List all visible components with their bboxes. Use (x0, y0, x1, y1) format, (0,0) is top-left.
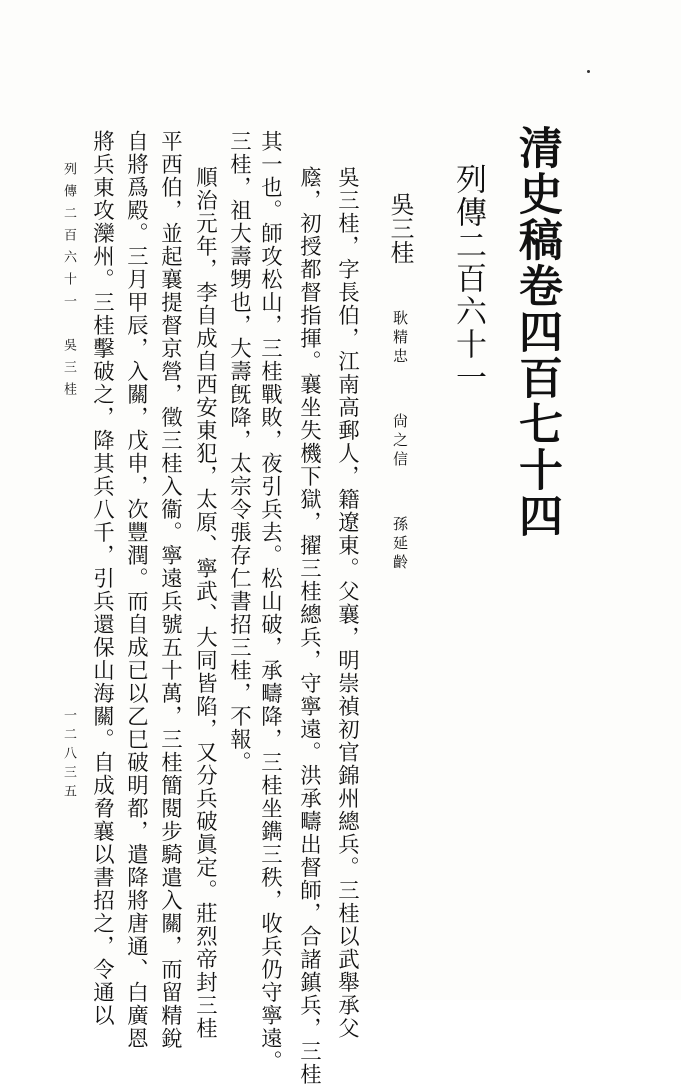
body-column-7: 自將爲殿。三月甲辰，入關，戊申，次豐潤。而自成已以乙巳破明都，遣降將唐通、白廣恩 (123, 130, 149, 1050)
body-column-8: 將兵東攻灤州。三桂擊破之，降其兵八千，引兵還保山海關。自成脅襄以書招之，令通以 (89, 130, 115, 1027)
person-main: 吳三桂 (386, 192, 414, 264)
body-column-4: 三桂，祖大壽甥也，大壽旣降，太宗令張存仁書招三桂，不報。 (226, 130, 252, 774)
person-2: 尙之信 (391, 413, 409, 470)
body-column-3: 其一也。師攻松山，三桂戰敗，夜引兵去。松山破，承疇降，三桂坐鐫三秩，收兵仍守寧遠。 (257, 130, 283, 1073)
volume-title: 清史稿卷四百七十四 (511, 125, 562, 539)
body-column-6: 平西伯，並起襄提督京營，徵三桂入衞。寧遠兵號五十萬，三桂簡閱步騎遣入關，而留精銳 (157, 130, 183, 1050)
person-3: 孫延齡 (391, 516, 409, 573)
scan-speck (587, 70, 590, 73)
persons-list (388, 192, 412, 573)
body-column-5: 順治元年，李自成自西安東犯，太原、寧武、大同皆陷，又分兵破眞定。莊烈帝封三桂 (192, 166, 218, 1040)
body-column-2: 廕，初授都督指揮。襄坐失機下獄，擢三桂總兵，守寧遠。洪承疇出督師，合諸鎮兵，三桂 (296, 166, 322, 1086)
chapter-subtitle: 列傳二百六十一 (450, 163, 486, 394)
page-number: 一二八三五 (61, 708, 76, 803)
person-1: 耿精忠 (391, 310, 409, 367)
running-header: 列傳二百六十一 吳三桂 (61, 162, 76, 404)
body-column-1: 吳三桂，字長伯，江南高郵人，籍遼東。父襄，明崇禎初官錦州總兵。三桂以武舉承父 (334, 166, 360, 1040)
